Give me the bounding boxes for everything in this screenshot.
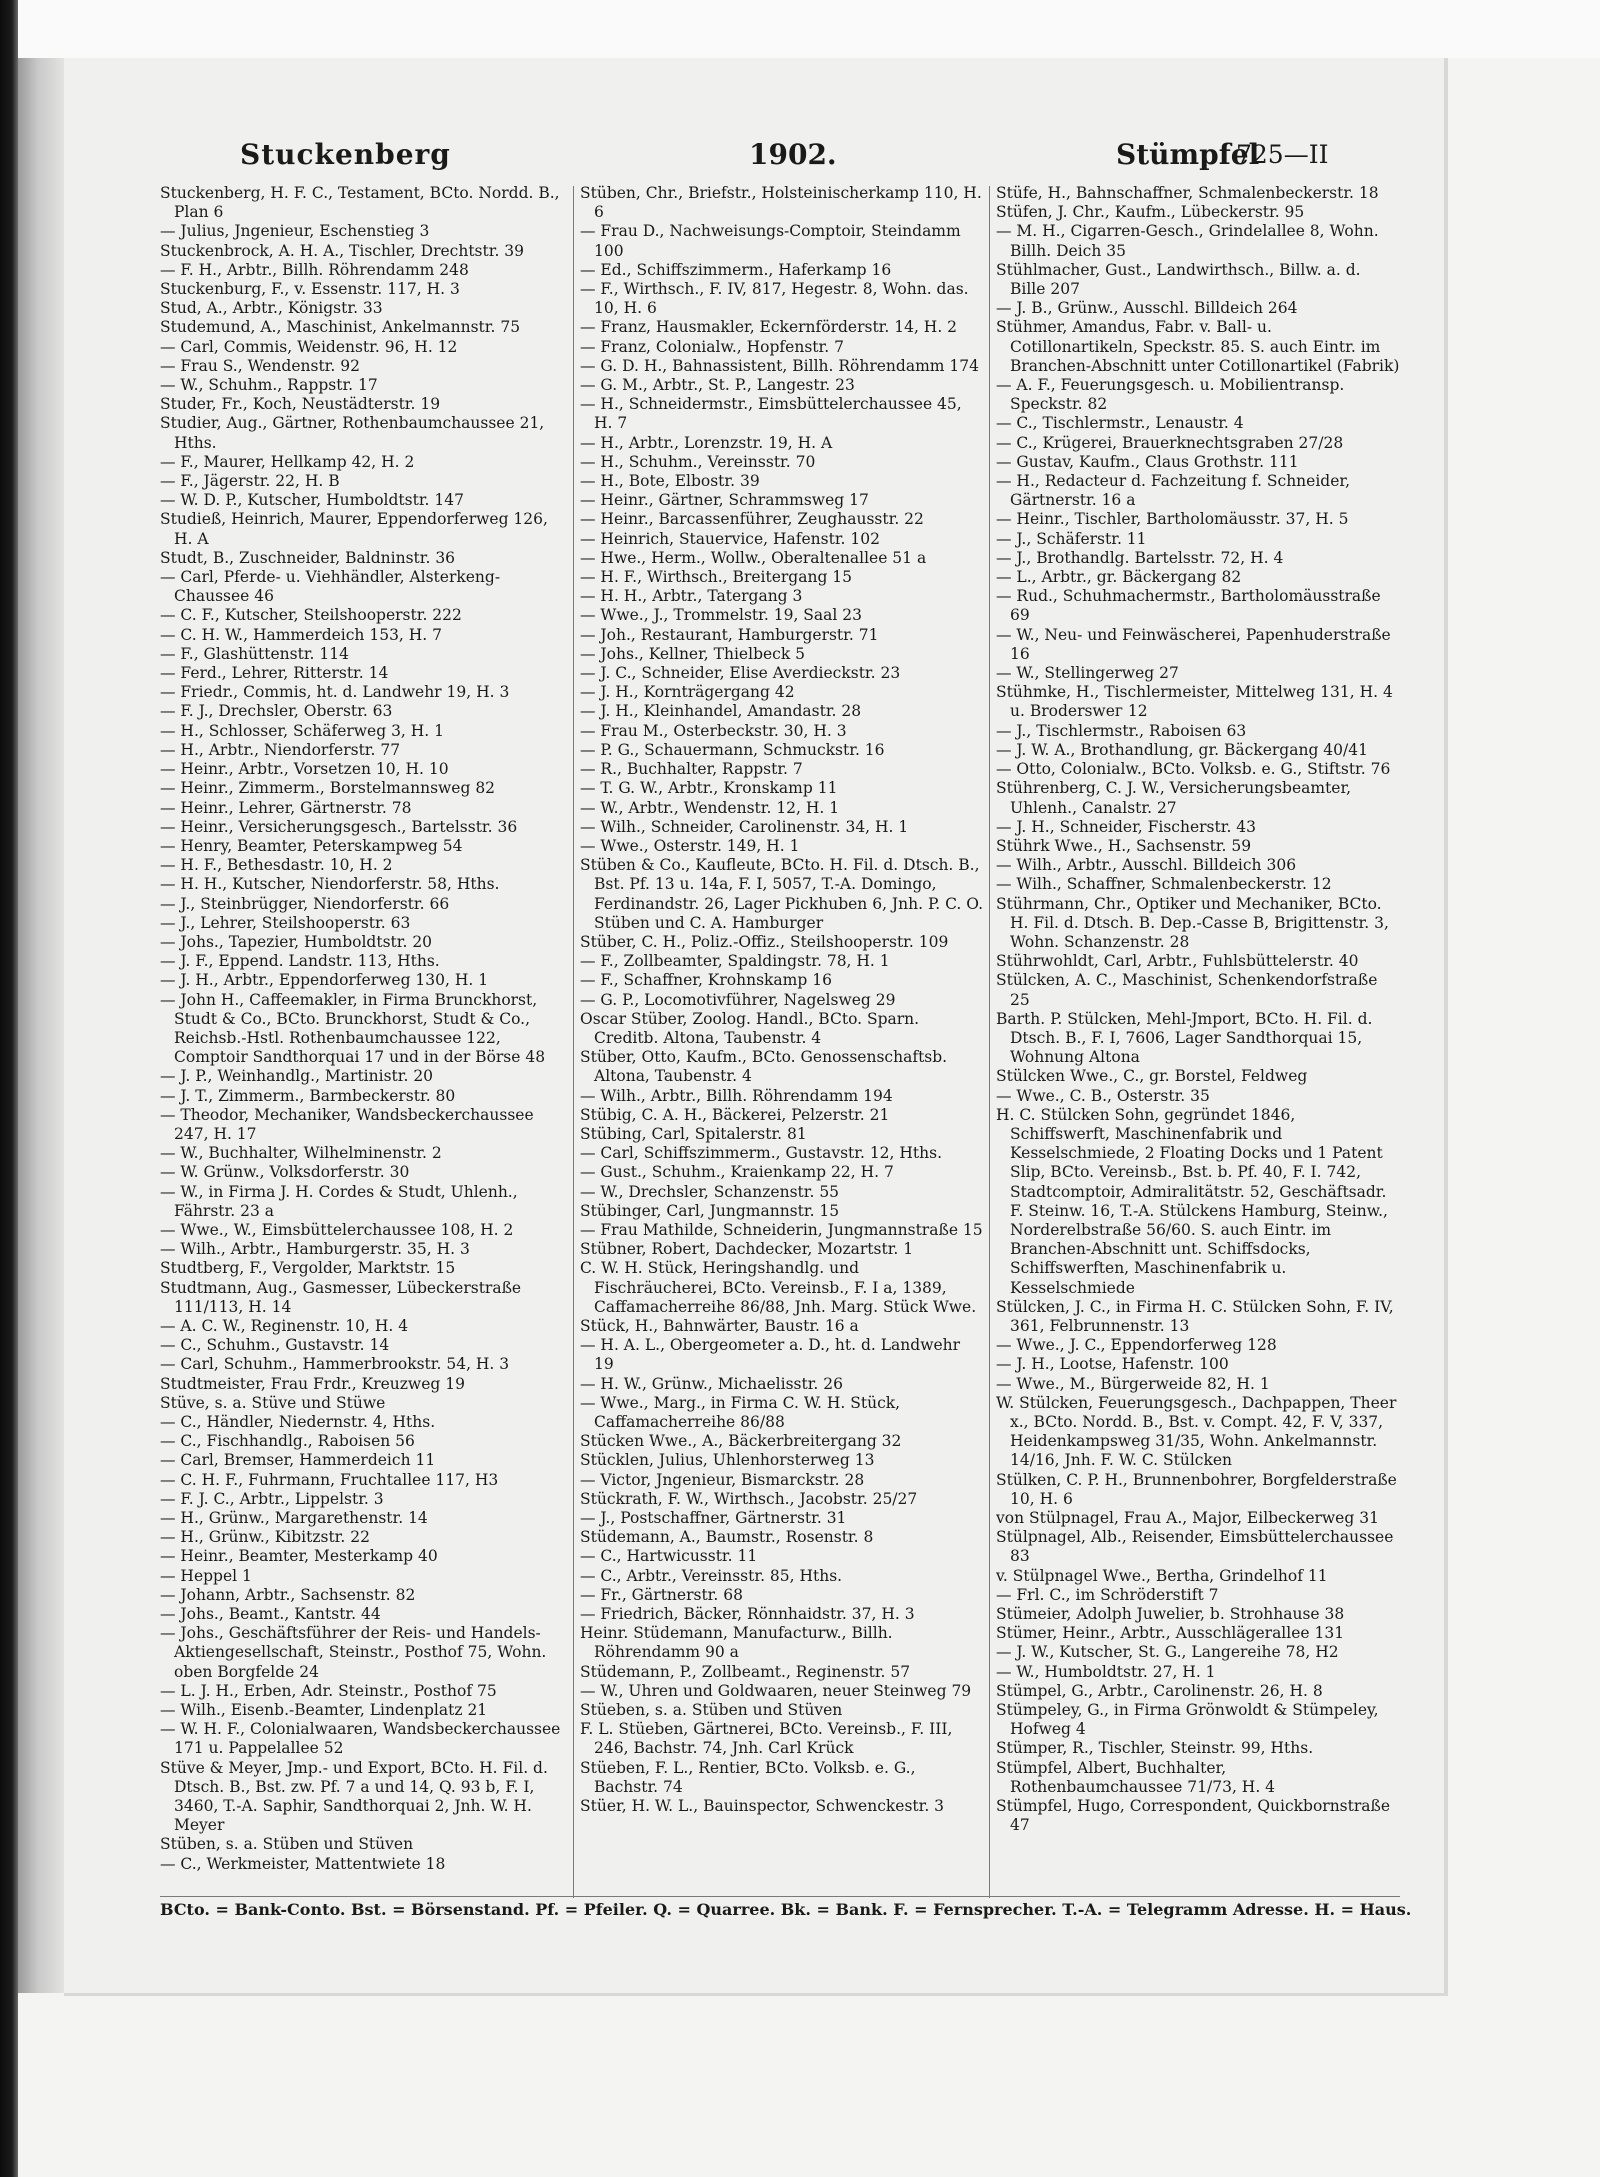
directory-entry: — Carl, Bremser, Hammerdeich 11 [160, 1451, 436, 1470]
directory-entry: Stücken Wwe., A., Bäckerbreitergang 32 [580, 1432, 902, 1451]
directory-entry: Stümpfel, Albert, Buchhalter, Rothenbaumchaussee 71/73, H. 4 [996, 1758, 1276, 1796]
directory-entry: — Frl. C., im Schröderstift 7 [996, 1585, 1219, 1604]
directory-entry: Stüber, Otto, Kaufm., BCto. Genossenschaftsb. Altona, Taubenstr. 4 [580, 1048, 948, 1086]
directory-entry: — W., Humboldtstr. 27, H. 1 [996, 1662, 1216, 1681]
directory-entry: Stüve, s. a. Stüve und Stüwe [160, 1393, 386, 1412]
directory-entry: — F., Glashüttenstr. 114 [160, 644, 349, 663]
directory-entry: Studtmeister, Frau Frdr., Kreuzweg 19 [160, 1374, 465, 1393]
directory-entry: — Franz, Hausmakler, Eckernförderstr. 14, H. 2 [580, 318, 958, 337]
directory-entry: Stüve & Meyer, Jmp.- und Export, BCto. H. Fil. d. Dtsch. B., Bst. zw. Pf. 7 a und 14, Q. 93 b, F. I, 3460, T.-A. Saphir, Sandthorquai 2, Jnh. W. H. Meyer [160, 1758, 548, 1835]
directory-entry: Stud, A., Arbtr., Königstr. 33 [160, 299, 383, 318]
directory-entry: Stührwohldt, Carl, Arbtr., Fuhlsbüttelerstr. 40 [996, 952, 1359, 971]
directory-entry: Oscar Stüber, Zoolog. Handl., BCto. Sparn. Creditb. Altona, Taubenstr. 4 [580, 1009, 920, 1047]
directory-entry: — Frau Mathilde, Schneiderin, Jungmannstraße 15 [580, 1220, 983, 1239]
directory-entry: — Johs., Tapezier, Humboldtstr. 20 [160, 932, 433, 951]
directory-entry: — C., Hartwicusstr. 11 [580, 1547, 758, 1566]
directory-entry: — Fr., Gärtnerstr. 68 [580, 1585, 743, 1604]
directory-entry: — Heinr., Tischler, Bartholomäusstr. 37, H. 5 [996, 510, 1349, 529]
directory-entry: — H., Arbtr., Lorenzstr. 19, H. A [580, 433, 833, 452]
directory-entry: Stülcken, J. C., in Firma H. C. Stülcken Sohn, F. IV, 361, Felbrunnenstr. 13 [996, 1297, 1394, 1335]
directory-entry: — J., Lehrer, Steilshooperstr. 63 [160, 913, 411, 932]
directory-entry: — M. H., Cigarren-Gesch., Grindelallee 8, Wohn. Billh. Deich 35 [996, 222, 1379, 260]
directory-entry: — Wilh., Arbtr., Ausschl. Billdeich 306 [996, 856, 1297, 875]
directory-entry: — Wilh., Arbtr., Billh. Röhrendamm 194 [580, 1086, 893, 1105]
directory-entry: — H., Grünw., Margarethenstr. 14 [160, 1509, 428, 1528]
directory-entry: — C., Arbtr., Vereinsstr. 85, Hths. [580, 1566, 843, 1585]
directory-entry: Studtberg, F., Vergolder, Marktstr. 15 [160, 1259, 456, 1278]
directory-entry: Stübig, C. A. H., Bäckerei, Pelzerstr. 21 [580, 1105, 890, 1124]
directory-entry: — F., Jägerstr. 22, H. B [160, 472, 340, 491]
directory-entry: — Wwe., Osterstr. 149, H. 1 [580, 836, 800, 855]
directory-entry: — C., Werkmeister, Mattentwiete 18 [160, 1854, 446, 1873]
directory-entry: — F., Zollbeamter, Spaldingstr. 78, H. 1 [580, 952, 890, 971]
column-middle [580, 184, 984, 1899]
column-divider [573, 186, 574, 1898]
directory-entry: — C., Fischhandlg., Raboisen 56 [160, 1432, 415, 1451]
directory-entry: Stuckenberg, H. F. C., Testament, BCto. Nordd. B., Plan 6 [160, 184, 560, 222]
directory-entry: Stühlmacher, Gust., Landwirthsch., Billw. a. d. Bille 207 [996, 260, 1361, 299]
directory-entry: Stüfen, J. Chr., Kaufm., Lübeckerstr. 95 [996, 203, 1305, 222]
directory-entry: — H. F., Bethesdastr. 10, H. 2 [160, 856, 393, 875]
directory-entry: — Heinr., Arbtr., Vorsetzen 10, H. 10 [160, 760, 449, 779]
directory-entry: Studer, Fr., Koch, Neustädterstr. 19 [160, 395, 441, 414]
directory-entry: — C., Händler, Niedernstr. 4, Hths. [160, 1413, 436, 1431]
directory-entry: — W. H. F., Colonialwaaren, Wandsbeckerchaussee 171 u. Pappelallee 52 [160, 1720, 561, 1758]
directory-entry: — A. F., Feuerungsgesch. u. Mobilientransp. Speckstr. 82 [996, 376, 1345, 414]
directory-entry: — Carl, Commis, Weidenstr. 96, H. 12 [160, 337, 458, 356]
directory-entry: — J. H., Kornträgergang 42 [580, 683, 795, 702]
directory-entry: Stüben, Chr., Briefstr., Holsteinischerkamp 110, H. 6 [580, 184, 982, 222]
directory-entry: — W., Buchhalter, Wilhelminenstr. 2 [160, 1144, 442, 1163]
directory-entry: v. Stülpnagel Wwe., Bertha, Grindelhof 11 [996, 1566, 1328, 1585]
directory-entry: Studieß, Heinrich, Maurer, Eppendorferweg 126, H. A [160, 510, 548, 548]
directory-entry: — Heinr., Beamter, Mesterkamp 40 [160, 1547, 438, 1566]
directory-entry: Stüer, H. W. L., Bauinspector, Schwenckestr. 3 [580, 1797, 945, 1816]
directory-entry: — J., Steinbrügger, Niendorferstr. 66 [160, 894, 450, 913]
directory-entry: — J., Brothandlg. Bartelsstr. 72, H. 4 [996, 548, 1284, 567]
directory-entry: — J. H., Lootse, Hafenstr. 100 [996, 1355, 1229, 1374]
directory-entry: Stümeier, Adolph Juwelier, b. Strohhause 38 [996, 1605, 1345, 1624]
directory-entry: — Gustav, Kaufm., Claus Grothstr. 111 [996, 452, 1299, 471]
page-bottom-edge [64, 1993, 1448, 1996]
directory-entry: Stüfe, H., Bahnschaffner, Schmalenbeckerstr. 18 [996, 184, 1379, 202]
directory-entry: Stüben & Co., Kaufleute, BCto. H. Fil. d. Dtsch. B., Bst. Pf. 13 u. 14a, F. I, 5057, T.-A. Domingo, Ferdinandstr. 26, Lager Pickhuben 6, Jnh. P. C. O. Stüben und C. A. Hamburger [580, 856, 983, 932]
directory-entry: — J. F., Eppend. Landstr. 113, Hths. [160, 952, 440, 971]
directory-entry: — Heinr., Lehrer, Gärtnerstr. 78 [160, 798, 412, 817]
directory-entry: — J. H., Kleinhandel, Amandastr. 28 [580, 702, 862, 721]
book-binding-shadow [18, 58, 64, 1993]
directory-entry: — C. H. F., Fuhrmann, Fruchtallee 117, H3 [160, 1470, 499, 1489]
directory-entry: Stümpeley, G., in Firma Grönwoldt & Stümpeley, Hofweg 4 [996, 1701, 1379, 1739]
directory-entry: — F. H., Arbtr., Billh. Röhrendamm 248 [160, 260, 469, 279]
directory-entry: — C., Tischlermstr., Lenaustr. 4 [996, 414, 1244, 433]
directory-entry: — Wilh., Schneider, Carolinenstr. 34, H. 1 [580, 817, 909, 836]
directory-entry: — W., Neu- und Feinwäscherei, Papenhuderstraße 16 [996, 625, 1391, 663]
header-last-entry: Stümpfel [1116, 138, 1260, 171]
directory-entry: — H., Grünw., Kibitzstr. 22 [160, 1528, 370, 1547]
directory-entry: — H., Schlosser, Schäferweg 3, H. 1 [160, 721, 445, 740]
directory-entry: Stübing, Carl, Spitalerstr. 81 [580, 1124, 807, 1143]
directory-entry: Stücklen, Julius, Uhlenhorsterweg 13 [580, 1451, 875, 1470]
page-header [64, 138, 1444, 188]
directory-entry: Stuckenburg, F., v. Essenstr. 117, H. 3 [160, 280, 460, 299]
directory-entry: — J. W., Kutscher, St. G., Langereihe 78, H2 [996, 1643, 1339, 1662]
directory-entry: — G. M., Arbtr., St. P., Langestr. 23 [580, 376, 855, 395]
directory-entry: Stümpel, G., Arbtr., Carolinenstr. 26, H. 8 [996, 1681, 1323, 1700]
directory-entry: — F., Schaffner, Krohnskamp 16 [580, 971, 832, 990]
directory-entry: Stüeben, F. L., Rentier, BCto. Volksb. e. G., Bachstr. 74 [580, 1758, 916, 1796]
directory-entry: — A. C. W., Reginenstr. 10, H. 4 [160, 1316, 409, 1335]
directory-entry: — W., Stellingerweg 27 [996, 664, 1179, 683]
directory-entry: — C. H. W., Hammerdeich 153, H. 7 [160, 625, 443, 644]
directory-entry: — J. T., Zimmerm., Barmbeckerstr. 80 [160, 1086, 456, 1105]
directory-entry: — Ed., Schiffszimmerm., Haferkamp 16 [580, 260, 892, 279]
directory-entry: Stückrath, F. W., Wirthsch., Jacobstr. 25/27 [580, 1489, 918, 1508]
directory-entry: — H. F., Wirthsch., Breitergang 15 [580, 568, 853, 587]
directory-entry: — Wwe., M., Bürgerweide 82, H. 1 [996, 1374, 1270, 1393]
directory-entry: Studtmann, Aug., Gasmesser, Lübeckerstraße 111/113, H. 14 [160, 1278, 522, 1316]
directory-entry: — Franz, Colonialw., Hopfenstr. 7 [580, 337, 844, 356]
directory-entry: — Gust., Schuhm., Kraienkamp 22, H. 7 [580, 1163, 894, 1182]
directory-entry: — Ferd., Lehrer, Ritterstr. 14 [160, 664, 389, 683]
abbreviation-legend: BCto. = Bank-Conto. Bst. = Börsenstand. Pf. = Pfeiler. Q. = Quarree. Bk. = Bank. F. = Fernsprecher. T.-A. = Telegramm Adresse. H. = Haus. [160, 1900, 1412, 1919]
directory-entry: — Wilh., Schaffner, Schmalenbeckerstr. 12 [996, 875, 1332, 894]
directory-entry: — W., Arbtr., Wendenstr. 12, H. 1 [580, 798, 840, 817]
directory-entry: — H. H., Arbtr., Tatergang 3 [580, 587, 803, 606]
directory-entry: Stüber, C. H., Poliz.-Offiz., Steilshooperstr. 109 [580, 932, 949, 951]
directory-entry: Stülpnagel, Alb., Reisender, Eimsbüttelerchaussee 83 [996, 1528, 1394, 1566]
directory-entry: — H., Schuhm., Vereinsstr. 70 [580, 452, 816, 471]
directory-entry: — W. Grünw., Volksdorferstr. 30 [160, 1163, 410, 1182]
directory-entry: — H. H., Kutscher, Niendorferstr. 58, Hths. [160, 875, 500, 894]
page-right-edge [1444, 58, 1448, 1993]
directory-entry: — Heinr., Gärtner, Schrammsweg 17 [580, 491, 869, 510]
directory-entry: — Julius, Jngenieur, Eschenstieg 3 [160, 222, 430, 241]
directory-entry: Stülcken Wwe., C., gr. Borstel, Feldweg [996, 1067, 1308, 1086]
directory-entry: Barth. P. Stülcken, Mehl-Jmport, BCto. H. Fil. d. Dtsch. B., F. I, 7606, Lager Sandthorquai 15, Wohnung Altona [996, 1009, 1373, 1067]
column-divider [989, 186, 990, 1898]
directory-entry: — C. F., Kutscher, Steilshooperstr. 222 [160, 606, 462, 625]
directory-entry: — Rud., Schuhmachermstr., Bartholomäusstraße 69 [996, 587, 1381, 625]
directory-entry: — F. J. C., Arbtr., Lippelstr. 3 [160, 1489, 384, 1508]
directory-entry: — Henry, Beamter, Peterskampweg 54 [160, 836, 463, 855]
directory-entry: — Otto, Colonialw., BCto. Volksb. e. G., Stiftstr. 76 [996, 760, 1391, 779]
directory-entry: H. C. Stülcken Sohn, gegründet 1846, Schiffswerft, Maschinenfabrik und Kesselschmiede, 2 Floating Docks und 1 Patent Slip, BCto. Vereinsb., Bst. b. Pf. 40, F. I. 742, Stadtcomptoir, Admiralitätstr. 52, Geschäftsadr. F. Steinw. 16, T.-A. Stülckens Hamburg, Steinw., Norderelbstraße 56/60. S. auch Eintr. im Branchen-Abschnitt unt. Schiffsdocks, Schiffswerften, Maschinenfabrik u. Kesselschmiede [996, 1105, 1388, 1297]
directory-entry: — R., Buchhalter, Rappstr. 7 [580, 760, 803, 779]
directory-entry: — P. G., Schauermann, Schmuckstr. 16 [580, 740, 885, 759]
directory-entry: Stümer, Heinr., Arbtr., Ausschlägerallee 131 [996, 1624, 1345, 1643]
directory-entry: — H. A. L., Obergeometer a. D., ht. d. Landwehr 19 [580, 1336, 961, 1374]
directory-entry: — L. J. H., Erben, Adr. Steinstr., Posthof 75 [160, 1681, 497, 1700]
directory-entry: — H. W., Grünw., Michaelisstr. 26 [580, 1374, 844, 1393]
directory-entry: — Wwe., C. B., Osterstr. 35 [996, 1086, 1210, 1105]
directory-entry: — W., in Firma J. H. Cordes & Studt, Uhlenh., Fährstr. 23 a [160, 1182, 518, 1220]
directory-entry: — J., Schäferstr. 11 [996, 529, 1147, 548]
directory-entry: — Heinr., Zimmerm., Borstelmannsweg 82 [160, 779, 496, 798]
directory-entry: — Frau S., Wendenstr. 92 [160, 356, 360, 375]
directory-entry: — L., Arbtr., gr. Bäckergang 82 [996, 568, 1242, 587]
column-left [160, 184, 568, 1899]
directory-entry: — J., Tischlermstr., Raboisen 63 [996, 721, 1247, 740]
header-first-entry: Stuckenberg [240, 138, 451, 171]
directory-entry: Stümpfel, Hugo, Correspondent, Quickbornstraße 47 [996, 1797, 1391, 1835]
scan-top-margin [0, 0, 1600, 58]
directory-entry: — Wwe., Marg., in Firma C. W. H. Stück, Caffamacherreihe 86/88 [580, 1393, 901, 1431]
directory-entry: — Carl, Schiffszimmerm., Gustavstr. 12, Hths. [580, 1144, 943, 1163]
directory-entry: Heinr. Stüdemann, Manufacturw., Billh. Röhrendamm 90 a [580, 1624, 893, 1662]
directory-entry: — H., Redacteur d. Fachzeitung f. Schneider, Gärtnerstr. 16 a [996, 472, 1351, 510]
directory-entry: — H., Bote, Elbostr. 39 [580, 472, 760, 491]
directory-entry: — Wwe., W., Eimsbüttelerchaussee 108, H. 2 [160, 1220, 514, 1239]
directory-entry: — Johann, Arbtr., Sachsenstr. 82 [160, 1585, 416, 1604]
directory-entry: — W. D. P., Kutscher, Humboldtstr. 147 [160, 491, 464, 510]
directory-entry: W. Stülcken, Feuerungsgesch., Dachpappen, Theer x., BCto. Nordd. B., Bst. v. Compt. 42, F. V, 337, Heidenkampsweg 31/35, Wohn. Ankelmannstr. 14/16, Jnh. F. W. C. Stülcken [996, 1393, 1397, 1470]
directory-entry: von Stülpnagel, Frau A., Major, Eilbeckerweg 31 [996, 1509, 1379, 1528]
directory-entry: — J. P., Weinhandlg., Martinistr. 20 [160, 1067, 434, 1086]
directory-entry: — Frau M., Osterbeckstr. 30, H. 3 [580, 721, 847, 740]
directory-entry: — Hwe., Herm., Wollw., Oberaltenallee 51 a [580, 548, 927, 567]
directory-entry: — W., Schuhm., Rappstr. 17 [160, 376, 378, 395]
directory-entry: — Wwe., J., Trommelstr. 19, Saal 23 [580, 606, 863, 625]
directory-page [64, 58, 1444, 1993]
directory-entry: Stühmke, H., Tischlermeister, Mittelweg 131, H. 4 u. Broderswег 12 [996, 683, 1393, 721]
directory-entry: — J. H., Schneider, Fischerstr. 43 [996, 817, 1257, 836]
directory-entry: — Joh., Restaurant, Hamburgerstr. 71 [580, 625, 879, 644]
directory-entry: — J. B., Grünw., Ausschl. Billdeich 264 [996, 299, 1298, 318]
directory-entry: — John H., Caffeemakler, in Firma Brunckhorst, Studt & Co., BCto. Brunckhorst, Studt & Co., Reichsb.-Hstl. Rothenbaumchaussee 122, Comptoir Sandthorquai 17 und in der Börse 48 [160, 990, 546, 1067]
directory-entry: Stührenberg, C. J. W., Versicherungsbeamter, Uhlenh., Canalstr. 27 [996, 779, 1352, 817]
directory-entry: — F., Maurer, Hellkamp 42, H. 2 [160, 452, 415, 471]
directory-entry: — J. H., Arbtr., Eppendorferweg 130, H. 1 [160, 971, 489, 990]
directory-entry: Stuckenbrock, A. H. A., Tischler, Drechtstr. 39 [160, 241, 525, 260]
directory-entry: — Victor, Jngenieur, Bismarckstr. 28 [580, 1470, 865, 1489]
directory-entry: — J. C., Schneider, Elise Averdieckstr. 23 [580, 664, 901, 683]
directory-entry: — W., Uhren und Goldwaaren, neuer Steinweg 79 [580, 1681, 972, 1700]
directory-entry: — Frau D., Nachweisungs-Comptoir, Steindamm 100 [580, 222, 961, 260]
directory-entry: — G. D. H., Bahnassistent, Billh. Röhrendamm 174 [580, 356, 979, 375]
directory-entry: — Theodor, Mechaniker, Wandsbeckerchaussee 247, H. 17 [160, 1105, 534, 1143]
directory-entry: — Heinr., Barcassenführer, Zeughausstr. 22 [580, 510, 924, 529]
directory-entry: Stüdemann, P., Zollbeamt., Reginenstr. 57 [580, 1662, 911, 1681]
footer-rule [160, 1896, 1400, 1897]
directory-entry: — Heppel 1 [160, 1566, 252, 1585]
directory-entry: — G. P., Locomotivführer, Nagelsweg 29 [580, 990, 896, 1009]
directory-entry: — C., Krügerei, Brauerknechtsgraben 27/28 [996, 433, 1344, 452]
column-right [996, 184, 1400, 1899]
directory-entry: — C., Schuhm., Gustavstr. 14 [160, 1336, 390, 1355]
directory-entry: Stülcken, A. C., Maschinist, Schenkendorfstraße 25 [996, 971, 1378, 1009]
directory-entry: Stübner, Robert, Dachdecker, Mozartstr. 1 [580, 1240, 914, 1259]
directory-entry: — Carl, Pferde- u. Viehhändler, Alsterkeng-Chaussee 46 [160, 568, 501, 606]
directory-entry: — J. W. A., Brothandlung, gr. Bäckergang 40/41 [996, 740, 1368, 759]
directory-entry: Stülken, C. P. H., Brunnenbohrer, Borgfelderstraße 10, H. 6 [996, 1470, 1397, 1508]
directory-entry: — H., Schneidermstr., Eimsbüttelerchaussee 45, H. 7 [580, 395, 962, 433]
directory-entry: — Heinrich, Stauervice, Hafenstr. 102 [580, 529, 880, 548]
directory-entry: — Johs., Kellner, Thielbeck 5 [580, 644, 806, 663]
page-number: 725—II [1236, 140, 1329, 169]
directory-entry: — W., Drechsler, Schanzenstr. 55 [580, 1182, 840, 1201]
directory-entry: Studier, Aug., Gärtner, Rothenbaumchaussee 21, Hths. [160, 414, 545, 452]
directory-entry: — Johs., Beamt., Kantstr. 44 [160, 1605, 381, 1624]
directory-entry: — Johs., Geschäftsführer der Reis- und Handels-Aktiengesellschaft, Steinstr., Posthof 75, Wohn. oben Borgfelde 24 [160, 1624, 547, 1681]
directory-entry: — Wilh., Eisenb.-Beamter, Lindenplatz 21 [160, 1701, 488, 1720]
directory-entry: Stüeben, s. a. Stüben und Stüven [580, 1701, 843, 1720]
header-year: 1902. [749, 138, 837, 171]
directory-entry: Stübinger, Carl, Jungmannstr. 15 [580, 1201, 840, 1220]
directory-entry: Studt, B., Zuschneider, Baldninstr. 36 [160, 548, 456, 567]
directory-entry: C. W. H. Stück, Heringshandlg. und Fischräucherei, BCto. Vereinsb., F. I a, 1389, Caffamacherreihe 86/88, Jnh. Marg. Stück Wwe. [580, 1259, 977, 1316]
directory-entry: — F., Wirthsch., F. IV, 817, Hegestr. 8, Wohn. das. 10, H. 6 [580, 280, 969, 318]
directory-entry: — H., Arbtr., Niendorferstr. 77 [160, 740, 401, 759]
directory-entry: — J., Postschaffner, Gärtnerstr. 31 [580, 1509, 847, 1528]
directory-entry: — Friedrich, Bäcker, Rönnhaidstr. 37, H. 3 [580, 1605, 915, 1624]
directory-entry: Stüben, s. a. Stüben und Stüven [160, 1835, 414, 1854]
scan-left-edge [0, 0, 18, 2177]
directory-entry: — Wilh., Arbtr., Hamburgerstr. 35, H. 3 [160, 1240, 470, 1259]
directory-entry: Stück, H., Bahnwärter, Baustr. 16 a [580, 1316, 859, 1335]
directory-entry: — Friedr., Commis, ht. d. Landwehr 19, H. 3 [160, 683, 510, 702]
directory-entry: Stüdemann, A., Baumstr., Rosenstr. 8 [580, 1528, 874, 1547]
directory-entry: Stühmer, Amandus, Fabr. v. Ball- u. Cotillonartikeln, Speckstr. 85. S. auch Eintr. im Branchen-Abschnitt unter Cotillonartikel (Fabrik) [996, 318, 1400, 375]
directory-entry: — Carl, Schuhm., Hammerbrookstr. 54, H. 3 [160, 1355, 510, 1374]
directory-entry: Stümper, R., Tischler, Steinstr. 99, Hths. [996, 1739, 1314, 1758]
directory-entry: Stührmann, Chr., Optiker und Mechaniker, BCto. H. Fil. d. Dtsch. B. Dep.-Casse B, Brigittenstr. 3, Wohn. Schanzenstr. 28 [996, 894, 1389, 951]
directory-entry: Stührk Wwe., H., Sachsenstr. 59 [996, 836, 1252, 855]
directory-entry: F. L. Stüeben, Gärtnerei, BCto. Vereinsb., F. III, 246, Bachstr. 74, Jnh. Carl Krück [580, 1720, 953, 1758]
directory-entry: — Heinr., Versicherungsgesch., Bartelsstr. 36 [160, 817, 518, 836]
directory-entry: — T. G. W., Arbtr., Kronskamp 11 [580, 779, 838, 798]
directory-entry: Studemund, A., Maschinist, Ankelmannstr. 75 [160, 318, 521, 337]
directory-entry: — F. J., Drechsler, Oberstr. 63 [160, 702, 393, 721]
directory-entry: — Wwe., J. C., Eppendorferweg 128 [996, 1336, 1277, 1355]
